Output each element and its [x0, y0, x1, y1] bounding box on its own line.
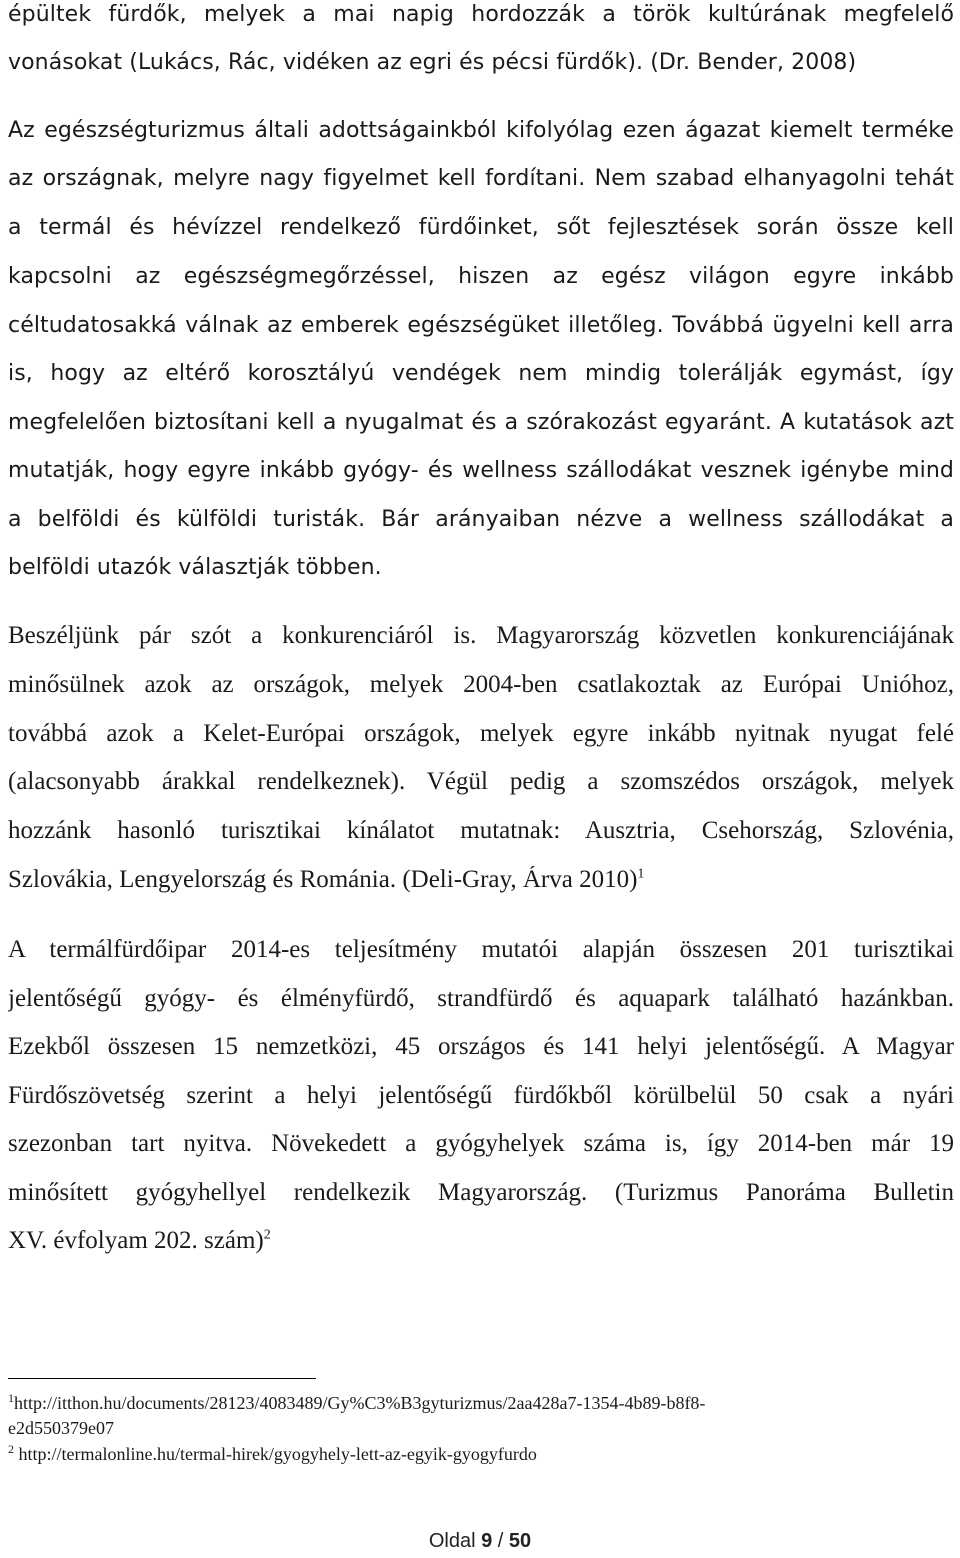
footnote-separator [8, 1378, 316, 1379]
paragraph-2-line: továbbá azok a Kelet-Európai országok, melyek egyre inkább nyitnak nyugat felé [8, 720, 954, 747]
paragraph-1-line: vonásokat (Lukács, Rác, vidéken az egri és pécsi fürdők). (Dr. Bender, 2008) [8, 50, 857, 75]
paragraph-2-line [8, 866, 954, 894]
footnote-1 [8, 1393, 705, 1414]
paragraph-1-line: épültek fürdők, melyek a mai napig hordozzák a török kultúrának megfelelő [8, 2, 954, 27]
paragraph-1-line: megfelelően biztosítani kell a nyugalmat és a szórakozást egyaránt. A kutatások azt [8, 410, 954, 435]
paragraph-2-line: Beszéljünk pár szót a konkurenciáról is. Magyarország közvetlen konkurenciájának [8, 622, 954, 649]
page-separator: / [497, 1530, 504, 1552]
footnote-1-link-continued[interactable]: e2d550379e07 [8, 1418, 114, 1438]
paragraph-1-line: a belföldi és külföldi turisták. Bár arányaiban nézve a wellness szállodákat a [8, 507, 954, 532]
paragraph-2-line: (alacsonyabb árakkal rendelkeznek). Végül pedig a szomszédos országok, melyek [8, 768, 954, 795]
footnote-1-number: 1 [8, 1391, 14, 1405]
page-label: Oldal [428, 1530, 476, 1552]
paragraph-3-line [8, 1227, 954, 1255]
paragraph-1-line: kapcsolni az egészségmegőrzéssel, hiszen az egész világon egyre inkább [8, 264, 954, 289]
paragraph-3-line: szezonban tart nyitva. Növekedett a gyógyhelyek száma is, így 2014-ben már 19 [8, 1130, 954, 1157]
footnote-1-link[interactable]: http://itthon.hu/documents/28123/4083489/Gy%C3%B3gyturizmus/2aa428a7-1354-4b89-b8f8- [14, 1393, 706, 1413]
paragraph-1-line: is, hogy az eltérő korosztályú vendégek nem mindig tolerálják egymást, így [8, 361, 954, 386]
paragraph-3-line: Fürdőszövetség szerint a helyi jelentőségű fürdőkből körülbelül 50 csak a nyári [8, 1082, 954, 1109]
paragraph-3-line: jelentőségű gyógy- és élményfürdő, strandfürdő és aquapark található hazánkban. [8, 985, 954, 1012]
footnote-2-number: 2 [8, 1442, 14, 1456]
paragraph-1-line: az országnak, melyre nagy figyelmet kell fordítani. Nem szabad elhanyagolni tehát [8, 166, 954, 191]
paragraph-3-line: minősített gyógyhellyel rendelkezik Magyarország. (Turizmus Panoráma Bulletin [8, 1179, 954, 1206]
paragraph-3-line: A termálfürdőipar 2014-es teljesítmény mutatói alapján összesen 201 turisztikai [8, 936, 954, 963]
paragraph-3-last-text: XV. évfolyam 202. szám) [8, 1227, 264, 1254]
paragraph-1-line: belföldi utazók választják többen. [8, 555, 382, 580]
footnote-ref-2[interactable]: 2 [263, 1227, 271, 1243]
footnote-2-link[interactable]: http://termalonline.hu/termal-hirek/gyogyhely-lett-az-egyik-gyogyfurdo [18, 1444, 537, 1464]
footnote-2 [8, 1444, 537, 1465]
current-page: 9 [481, 1530, 493, 1552]
footnote-1-continued [8, 1418, 114, 1439]
paragraph-2-last-text: Szlovákia, Lengyelország és Románia. (Deli-Gray, Árva 2010) [8, 866, 638, 893]
paragraph-2-line: minősülnek azok az országok, melyek 2004-ben csatlakoztak az Európai Unióhoz, [8, 671, 954, 698]
paragraph-1-line: céltudatosakká válnak az emberek egészségüket illetőleg. Továbbá ügyelni kell arra [8, 313, 954, 338]
footnote-ref-1[interactable]: 1 [637, 866, 645, 882]
total-pages: 50 [508, 1530, 532, 1552]
paragraph-2-line: hozzánk hasonló turisztikai kínálatot mutatnak: Ausztria, Csehország, Szlovénia, [8, 817, 954, 844]
paragraph-1-line: mutatják, hogy egyre inkább gyógy- és wellness szállodákat vesznek igénybe mind [8, 458, 954, 483]
paragraph-3-line: Ezekből összesen 15 nemzetközi, 45 országos és 141 helyi jelentőségű. A Magyar [8, 1033, 954, 1060]
paragraph-1-line: Az egészségturizmus általi adottságainkból kifolyólag ezen ágazat kiemelt terméke [8, 118, 954, 143]
paragraph-1-line: a termál és hévízzel rendelkező fürdőinket, sőt fejlesztések során össze kell [8, 215, 954, 240]
page-number [0, 1530, 960, 1553]
